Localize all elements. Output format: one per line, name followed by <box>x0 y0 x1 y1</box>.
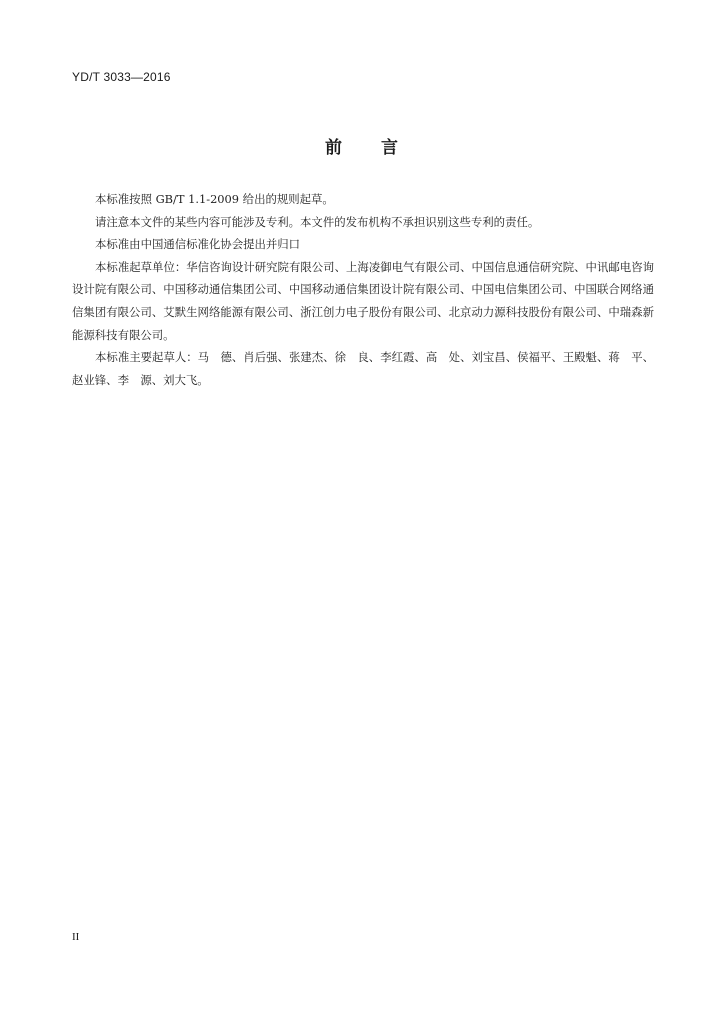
document-code: YD/T 3033—2016 <box>72 70 171 84</box>
paragraph-drafters: 本标准主要起草人：马 德、肖后强、张建杰、徐 良、李红霞、高 处、刘宝昌、侯福平、王殿魁、蒋 平、赵业锋、李 源、刘大飞。 <box>72 350 654 387</box>
paragraph-drafting-rules: 本标准按照 GB/T 1.1-2009 给出的规则起草。 <box>95 192 334 206</box>
page-title <box>0 133 724 158</box>
page-number: II <box>72 931 80 943</box>
foreword-body <box>72 188 654 391</box>
title-char-2: 言 <box>381 138 399 158</box>
paragraph-drafting-units: 本标准起草单位：华信咨询设计研究院有限公司、上海凌御电气有限公司、中国信息通信研究院、中讯邮电咨询设计院有限公司、中国移动通信集团公司、中国移动通信集团设计院有限公司、中国电信集团公司、中国联合网络通信集团有限公司、艾默生网络能源有限公司、浙江创力电子股份有限公司、北京动力源科技股份有限公司、中瑞森新能源科技有限公司。 <box>72 259 654 342</box>
paragraph-patent-notice: 请注意本文件的某些内容可能涉及专利。本文件的发布机构不承担识别这些专利的责任。 <box>95 214 540 229</box>
title-char-1: 前 <box>325 138 343 158</box>
paragraph-proposer: 本标准由中国通信标准化协会提出并归口 <box>95 237 301 252</box>
